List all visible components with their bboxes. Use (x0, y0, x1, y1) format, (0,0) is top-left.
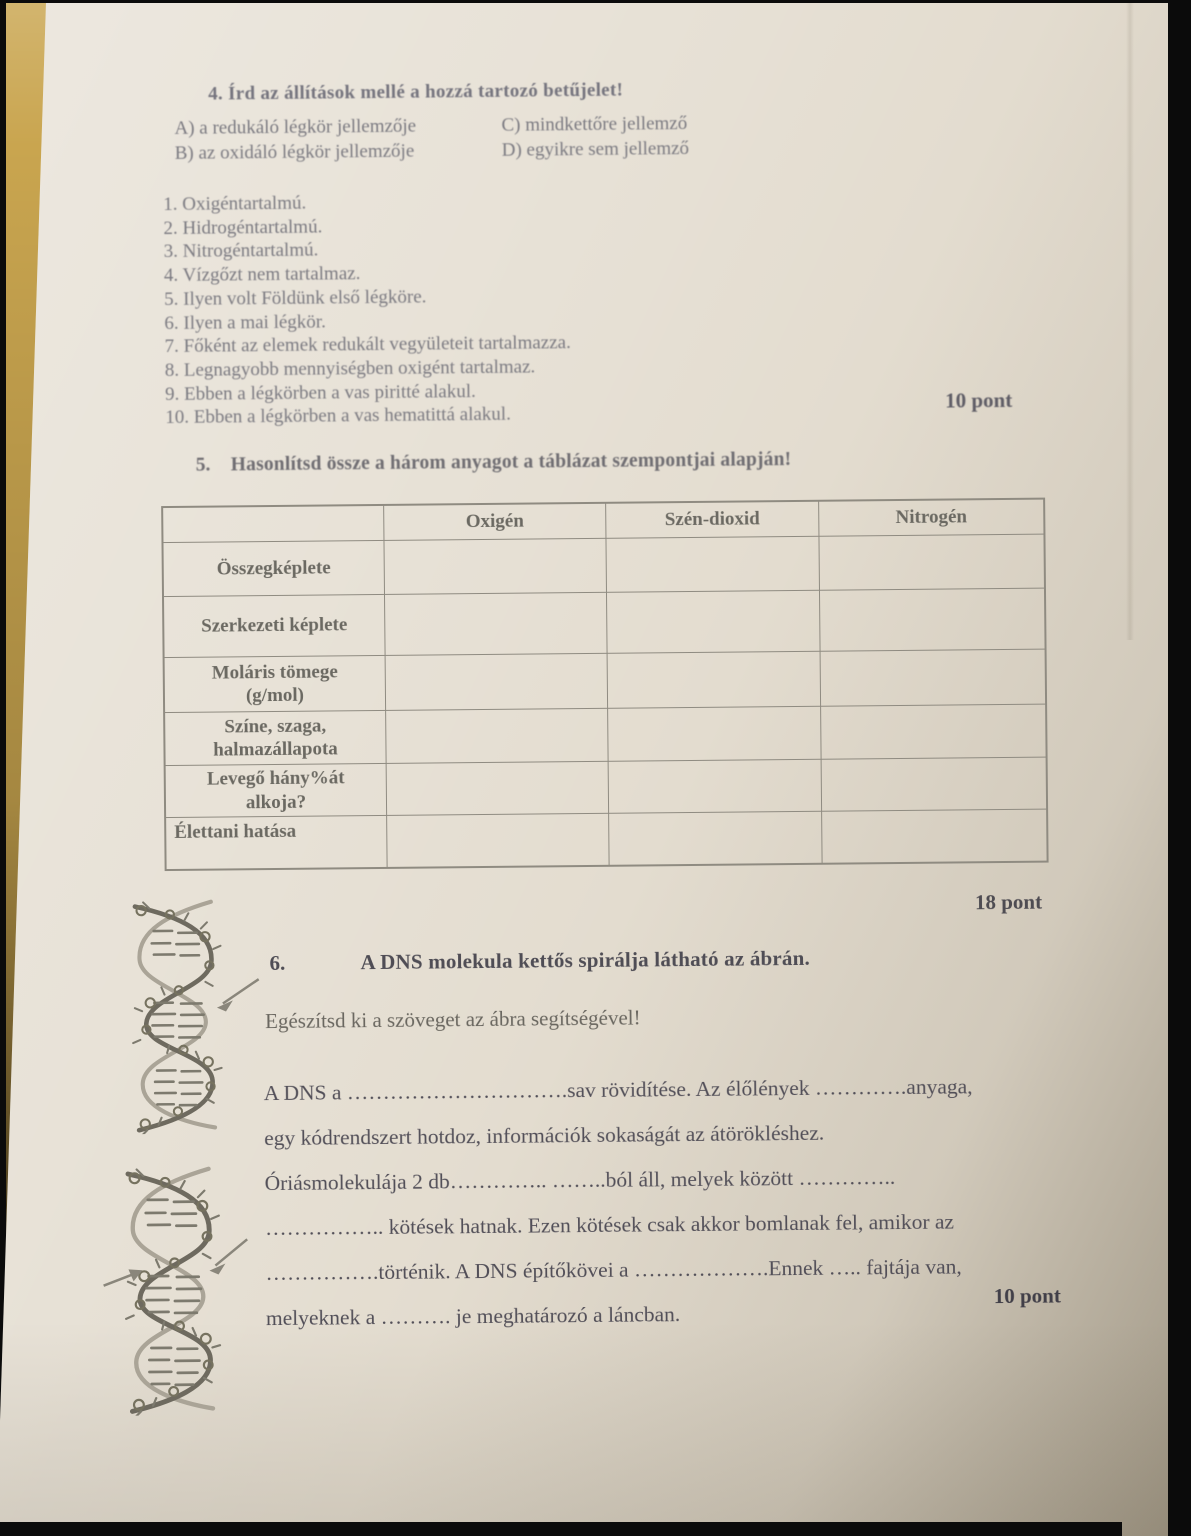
table-row-label: Szerkezeti képlete (201, 614, 348, 638)
table-blank-cell (607, 652, 821, 708)
fill-in-line: melyeknek a ………. je meghatározó a láncban. (265, 1302, 681, 1331)
table-row (165, 704, 1045, 765)
table-row-label: Összegképlete (216, 557, 331, 580)
q4-option: D) egyikre sem jellemző (501, 137, 690, 161)
table-blank-cell (606, 591, 820, 653)
table-column-header: Oxigén (383, 504, 605, 540)
arrow-annotation (209, 975, 263, 1018)
q4-options-right (501, 112, 689, 163)
q4-statement: 5. Ilyen volt Földünk első légköre. (164, 286, 427, 310)
table-blank-cell (820, 705, 1045, 759)
q4-option: B) az oxidáló légkör jellemzője (174, 140, 415, 164)
table-row (166, 757, 1046, 817)
table-row-label: Élettani hatása (174, 820, 297, 843)
q4-option: C) mindkettőre jellemző (501, 113, 688, 136)
table-blank-cell (384, 593, 607, 655)
question-6-title: A DNS molekula kettős spirálja látható az ábrán. (360, 945, 811, 975)
q6-points: 10 pont (993, 1283, 1061, 1309)
table-blank-cell (605, 537, 818, 592)
table-row-label: Levegő hány%át alkoja? (206, 767, 345, 813)
table-column-header: Nitrogén (818, 500, 1043, 536)
q4-points: 10 pont (945, 387, 1013, 413)
q4-statement: 9. Ebben a légkörben a vas piritté alakul. (164, 380, 476, 405)
photo-frame-top (0, 0, 1191, 3)
question-5-title: Hasonlítsd össze a három anyagot a táblázat szempontjai alapján! (230, 449, 792, 476)
table-blank-cell (818, 535, 1043, 590)
table-blank-cell (821, 810, 1046, 863)
q4-options-left (174, 115, 416, 166)
table-blank-cell (386, 762, 608, 815)
comparison-table (161, 498, 1048, 871)
q4-statement: 10. Ebben a légkörben a vas hematittá alakul. (165, 404, 511, 429)
table-blank-cell (385, 654, 608, 710)
table-blank-cell (607, 707, 820, 761)
table-row (163, 534, 1043, 596)
table-column-header: Szén-dioxid (605, 502, 818, 538)
question-6-number: 6. (269, 950, 286, 976)
table-blank-cell (819, 589, 1045, 651)
fill-in-line: Óriásmolekulája 2 db………….. ……..ból áll, melyek között ………….. (264, 1165, 896, 1196)
table-row (166, 809, 1046, 869)
q4-statement-list (163, 189, 571, 430)
question-6-instruction: Egészítsd ki a szöveget az ábra segítségével! (264, 1005, 641, 1034)
fill-in-line: …………….történik. A DNS építőkövei a ……………….Ennek ….. fajtája van, (265, 1254, 962, 1286)
q4-statement: 1. Oxigéntartalmú. (163, 192, 307, 216)
q4-statement: 7. Főként az elemek redukált vegyületeit tartalmazza. (164, 332, 571, 358)
table-blank-cell (608, 760, 821, 813)
table-row-label: Színe, szaga, halmazállapota (213, 715, 338, 761)
table-row (165, 649, 1045, 712)
q4-statement: 6. Ilyen a mai légkör. (164, 311, 326, 334)
q5-points: 18 pont (974, 889, 1043, 915)
table-body (163, 534, 1046, 869)
table-blank-cell (821, 758, 1046, 811)
table-row-label: Moláris tömege (g/mol) (211, 661, 338, 707)
q4-statement: 8. Legnagyobb mennyiségben oxigént tartalmaz. (164, 356, 536, 381)
table-blank-cell (820, 650, 1046, 706)
q4-option: A) a redukáló légkör jellemzője (174, 115, 417, 139)
photo-frame-bottom (0, 1522, 1122, 1536)
fill-in-line: A DNS a ………………………….sav rövidítése. Az élőlények ………….anyaga, (263, 1074, 973, 1106)
question-5-number: 5. (195, 454, 211, 476)
fill-in-line: egy kódrendszert hotdoz, információk sokaságát az átörökléshez. (264, 1120, 825, 1151)
arrow-annotation (99, 1260, 149, 1290)
table-blank-cell (386, 814, 608, 867)
q6-fill-in-text (264, 1064, 975, 1341)
q4-statement: 4. Vízgőzt nem tartalmaz. (163, 263, 361, 287)
table-column-header (163, 506, 383, 542)
photo-frame-right (1168, 0, 1191, 1536)
q4-statement: 2. Hidrogéntartalmú. (163, 216, 323, 239)
question-4-title: 4. Írd az állítások mellé a hozzá tartozó betűjelet! (208, 79, 624, 105)
fill-in-line: …………….. kötések hatnak. Ezen kötések csak akkor bomlanak fel, amikor az (264, 1209, 955, 1241)
table-blank-cell (385, 709, 607, 763)
arrow-annotation (201, 1235, 251, 1281)
table-blank-cell (608, 812, 821, 865)
table-blank-cell (383, 539, 605, 594)
q4-statement: 3. Nitrogéntartalmú. (163, 239, 319, 263)
table-row (164, 588, 1045, 657)
